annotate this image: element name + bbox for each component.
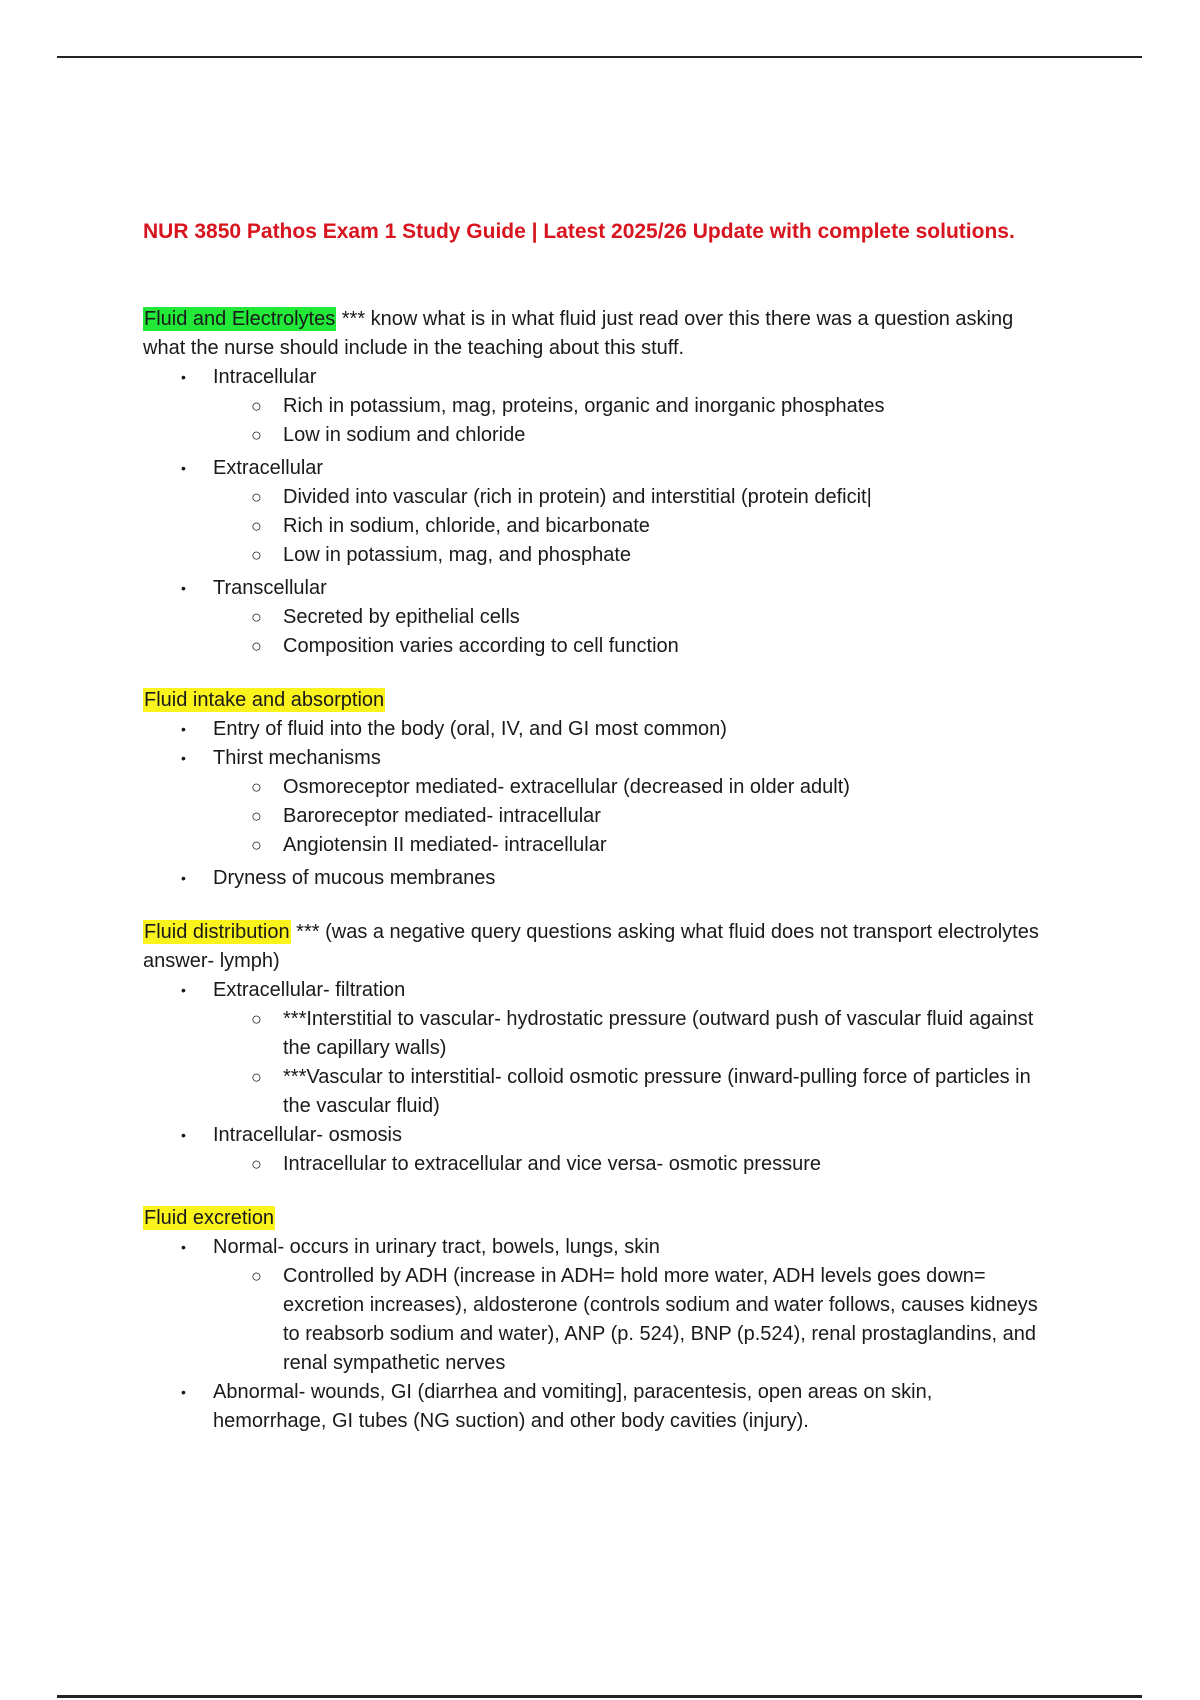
sub-list-item [213, 773, 1043, 802]
sub-list-item [213, 392, 1043, 421]
section-fluid-intake [143, 686, 1043, 893]
sub-list-item [213, 483, 1043, 512]
bullet-icon: • [181, 1127, 186, 1143]
document-body [143, 214, 1043, 1461]
section-intro [143, 1204, 1043, 1233]
list-item-text: Entry of fluid into the body (oral, IV, and GI most common) [213, 718, 727, 740]
sub-list [213, 483, 1043, 570]
list-item [143, 1233, 1043, 1378]
sub-list-item [213, 1150, 1043, 1179]
sub-item-text: Divided into vascular (rich in protein) and interstitial (protein deficit| [283, 486, 872, 508]
circle-bullet-icon: ○ [251, 1009, 262, 1029]
sub-item-text: Angiotensin II mediated- intracellular [283, 834, 607, 856]
circle-bullet-icon: ○ [251, 835, 262, 855]
sub-list-item [213, 632, 1043, 661]
sub-item-text: Secreted by epithelial cells [283, 606, 520, 628]
circle-bullet-icon: ○ [251, 396, 262, 416]
sub-list [213, 1005, 1043, 1121]
circle-bullet-icon: ○ [251, 806, 262, 826]
sub-item-text: ***Interstitial to vascular- hydrostatic pressure (outward push of vascular fluid against the capillary walls) [283, 1008, 1034, 1059]
sub-list [213, 773, 1043, 860]
sub-item-text: ***Vascular to interstitial- colloid osmotic pressure (inward-pulling force of particles in the vascular fluid) [283, 1066, 1031, 1117]
bullet-icon: • [181, 460, 186, 476]
bottom-rule [57, 1695, 1142, 1698]
sub-list-item [213, 1063, 1043, 1121]
sub-item-text: Composition varies according to cell function [283, 635, 679, 657]
bullet-icon: • [181, 1239, 186, 1255]
sub-list [213, 1262, 1043, 1378]
list-item [143, 454, 1043, 570]
list-item-text: Normal- occurs in urinary tract, bowels, lungs, skin [213, 1236, 660, 1258]
section-note: *** (was a negative query questions asking what fluid does not transport electrolytes answer- lymph) [143, 921, 1039, 972]
section-heading: Fluid intake and absorption [144, 689, 385, 711]
list-item [143, 1121, 1043, 1179]
circle-bullet-icon: ○ [251, 516, 262, 536]
circle-bullet-icon: ○ [251, 425, 262, 445]
sub-list-item [213, 1262, 1043, 1378]
sub-list-item [213, 802, 1043, 831]
sub-item-text: Intracellular to extracellular and vice versa- osmotic pressure [283, 1153, 821, 1175]
section-intro [143, 686, 1043, 715]
section-intro [143, 305, 1043, 363]
bullet-list [143, 715, 1043, 893]
sub-item-text: Controlled by ADH (increase in ADH= hold more water, ADH levels goes down= excretion increases), aldosterone (controls sodium and water follows, causes kidneys to reabsorb sodium and water), ANP (p. 524), BNP (p.524), renal prostaglandins, and renal sympathetic nerves [283, 1265, 1038, 1374]
section-intro [143, 918, 1043, 976]
bullet-icon: • [181, 369, 186, 385]
list-item [143, 864, 1043, 893]
bullet-icon: • [181, 750, 186, 766]
circle-bullet-icon: ○ [251, 777, 262, 797]
bullet-list [143, 1233, 1043, 1436]
list-item-text: Intracellular- osmosis [213, 1124, 402, 1146]
bullet-icon: • [181, 870, 186, 886]
sub-item-text: Rich in potassium, mag, proteins, organic and inorganic phosphates [283, 395, 885, 417]
sub-list-item [213, 512, 1043, 541]
bullet-list [143, 976, 1043, 1179]
bullet-icon: • [181, 580, 186, 596]
bullet-icon: • [181, 982, 186, 998]
sub-list-item [213, 603, 1043, 632]
sub-list-item [213, 831, 1043, 860]
sub-list-item [213, 541, 1043, 570]
bullet-icon: • [181, 1384, 186, 1400]
sub-item-text: Low in sodium and chloride [283, 424, 526, 446]
circle-bullet-icon: ○ [251, 607, 262, 627]
list-item [143, 1378, 1043, 1436]
sub-item-text: Osmoreceptor mediated- extracellular (decreased in older adult) [283, 776, 850, 798]
list-item-text: Thirst mechanisms [213, 747, 381, 769]
circle-bullet-icon: ○ [251, 1266, 262, 1286]
circle-bullet-icon: ○ [251, 545, 262, 565]
section-fluid-and-electrolytes [143, 305, 1043, 661]
list-item [143, 363, 1043, 450]
list-item [143, 715, 1043, 744]
sub-list-item [213, 1005, 1043, 1063]
circle-bullet-icon: ○ [251, 1154, 262, 1174]
list-item [143, 976, 1043, 1121]
bullet-icon: • [181, 721, 186, 737]
list-item-text: Dryness of mucous membranes [213, 867, 496, 889]
document-title: NUR 3850 Pathos Exam 1 Study Guide | Latest 2025/26 Update with complete solutions. [143, 220, 1015, 243]
list-item-text: Extracellular [213, 457, 324, 479]
sub-list-item [213, 421, 1043, 450]
top-rule [57, 56, 1142, 58]
list-item-text: Extracellular- filtration [213, 979, 406, 1001]
list-item-text: Intracellular [213, 366, 317, 388]
sub-item-text: Baroreceptor mediated- intracellular [283, 805, 601, 827]
list-item [143, 574, 1043, 661]
section-heading: Fluid distribution [144, 921, 290, 943]
circle-bullet-icon: ○ [251, 487, 262, 507]
circle-bullet-icon: ○ [251, 1067, 262, 1087]
section-fluid-excretion [143, 1204, 1043, 1436]
sub-item-text: Rich in sodium, chloride, and bicarbonate [283, 515, 650, 537]
section-heading: Fluid and Electrolytes [144, 308, 336, 330]
list-item-text: Transcellular [213, 577, 327, 599]
list-item-text: Abnormal- wounds, GI (diarrhea and vomiting], paracentesis, open areas on skin, hemorrhage, GI tubes (NG suction) and other body cavities (injury). [213, 1381, 933, 1432]
list-item [143, 744, 1043, 860]
sub-item-text: Low in potassium, mag, and phosphate [283, 544, 631, 566]
circle-bullet-icon: ○ [251, 636, 262, 656]
sub-list [213, 1150, 1043, 1179]
section-fluid-distribution [143, 918, 1043, 1179]
section-note: *** know what is in what fluid just read over this there was a question asking what the nurse should include in the teaching about this stuff. [143, 308, 1014, 359]
sub-list [213, 392, 1043, 450]
sub-list [213, 603, 1043, 661]
bullet-list [143, 363, 1043, 661]
section-heading: Fluid excretion [144, 1207, 275, 1229]
